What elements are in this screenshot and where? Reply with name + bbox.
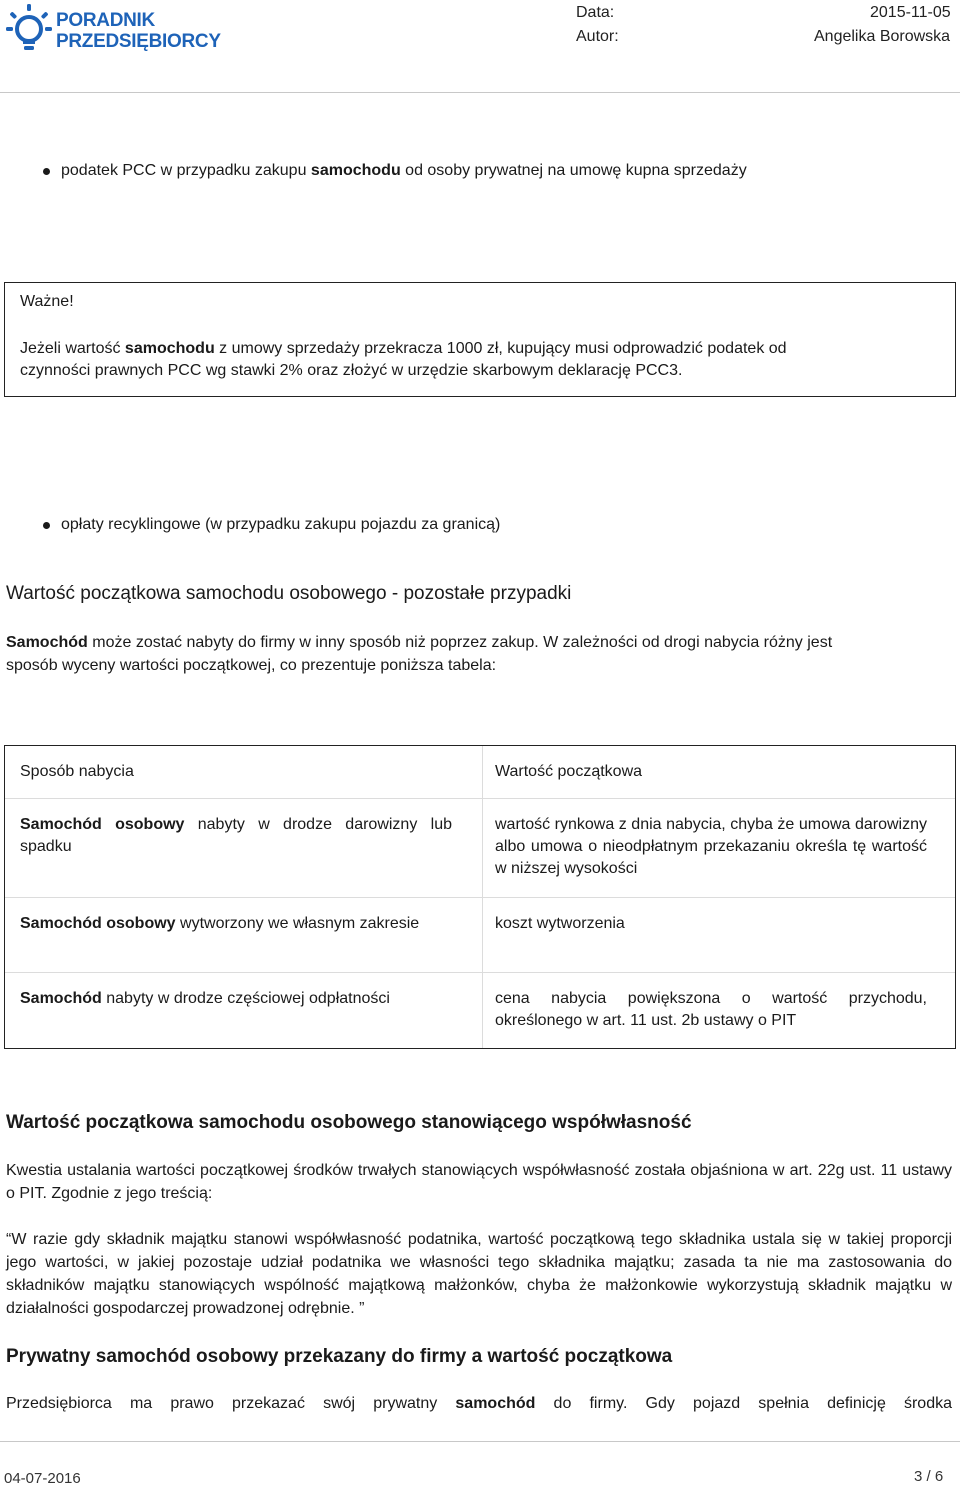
cell-bold: Samochód osobowy [20, 915, 176, 932]
page-number: 3 / 6 [914, 1468, 944, 1485]
cell-bold: Samochód [20, 990, 102, 1007]
cell-text: wytworzony we własnym zakresie [175, 915, 420, 932]
acquisition-value-table [4, 745, 956, 1049]
table-row-divider [5, 798, 955, 799]
notice-bold-word: samochodu [124, 340, 215, 357]
paragraph-text-rest: do firmy. Gdy pojazd spełnia definicję środka [535, 1395, 953, 1412]
paragraph-line-2: sposób wyceny wartości początkowej, co prezentuje poniższa tabela: [6, 657, 497, 674]
date-value: 2015-11-05 [870, 4, 951, 21]
brand-name [56, 10, 221, 52]
law-quote: “W razie gdy składnik majątku stanowi współwłasność podatnika, wartość początkową tego składnika ustala się w takiej proporcji jego wartości, w jakiej pozostaje udział podatnika we własności tego składnika majątku; zasada ta nie ma zastosowania do składników majątku stanowiących wspólność majątkową małżonków, chyba że małżonkowie wykorzystują składnik majątku w działalności gospodarczej prowadzonej odrębnie. ” [6, 1231, 952, 1317]
notice-line-1 [20, 338, 787, 360]
section-heading-co-ownership: Wartość początkowa samochodu osobowego stanowiącego współwłasność [6, 1112, 692, 1133]
author-value: Angelika Borowska [814, 28, 951, 45]
table-cell-value-1: wartość rynkowa z dnia nabycia, chyba że umowa darowizny albo umowa o nieodpłatnym przekazaniu określa tę wartość w niższej wysokości [495, 816, 927, 877]
bullet-bold-word: samochodu [310, 162, 401, 179]
table-cell-method-3 [20, 988, 452, 1010]
table-row-divider [5, 897, 955, 898]
table-cell-value-2: koszt wytworzenia [495, 915, 625, 932]
important-notice-box [4, 282, 956, 397]
section-heading-other-cases: Wartość początkowa samochodu osobowego - pozostałe przypadki [6, 583, 572, 604]
table-cell-method-2 [20, 913, 452, 935]
table-row-divider [5, 972, 955, 973]
author-label: Autor: [576, 28, 619, 45]
header-divider [0, 92, 960, 93]
paragraph-bold-word: samochód [455, 1395, 536, 1412]
bullet-item-pcc [61, 160, 747, 182]
bullet-text: podatek PCC w przypadku zakupu [61, 162, 311, 179]
private-car-paragraph [6, 1392, 952, 1415]
brand-line-1: PORADNIK [56, 10, 155, 31]
footer-divider [0, 1441, 960, 1442]
cell-bold: Samochód osobowy [20, 816, 185, 833]
paragraph-text: Przedsiębiorca ma prawo przekazać swój prywatny [6, 1395, 456, 1412]
paragraph-line-1 [6, 631, 952, 654]
table-cell-value-3: cena nabycia powiększona o wartość przychodu, określonego w art. 11 ust. 2b ustawy o PIT [495, 990, 927, 1029]
cell-text: nabyty w drodze częściowej odpłatności [101, 990, 390, 1007]
notice-text: Jeżeli wartość [20, 340, 125, 357]
date-label: Data: [576, 4, 615, 21]
notice-title: Ważne! [20, 293, 74, 310]
lightbulb-logo-icon [6, 4, 52, 52]
bullet-dot [43, 522, 50, 529]
bullet-text-rest: od osoby prywatnej na umowę kupna sprzedaży [400, 162, 747, 179]
notice-text-rest: z umowy sprzedaży przekracza 1000 zł, kupujący musi odprowadzić podatek od [214, 340, 787, 357]
table-header-value: Wartość początkowa [495, 763, 643, 780]
paragraph-text: może zostać nabyty do firmy w inny sposób niż poprzez zakup. W zależności od drogi nabycia różny jest [87, 634, 833, 651]
paragraph-bold-word: Samochód [6, 634, 88, 651]
notice-line-2: czynności prawnych PCC wg stawki 2% oraz złożyć w urzędzie skarbowym deklarację PCC3. [20, 362, 683, 379]
cell-text: nabyty w drodze darowizny lub spadku [20, 816, 452, 855]
co-ownership-paragraph: Kwestia ustalania wartości początkowej środków trwałych stanowiących współwłasność została objaśniona w art. 22g ust. 11 ustawy o PIT. Zgodnie z jego treścią: [6, 1162, 952, 1202]
table-cell-method-1 [20, 814, 452, 858]
bullet-item-recycling: opłaty recyklingowe (w przypadku zakupu pojazdu za granicą) [61, 516, 501, 533]
bullet-dot [43, 168, 50, 175]
brand-logo [6, 4, 226, 54]
section-paragraph [6, 631, 952, 677]
brand-line-2: PRZEDSIĘBIORCY [56, 31, 221, 52]
footer-date: 04-07-2016 [4, 1470, 81, 1487]
section-heading-private-car: Prywatny samochód osobowy przekazany do firmy a wartość początkowa [6, 1346, 673, 1367]
table-header-method: Sposób nabycia [20, 763, 134, 780]
